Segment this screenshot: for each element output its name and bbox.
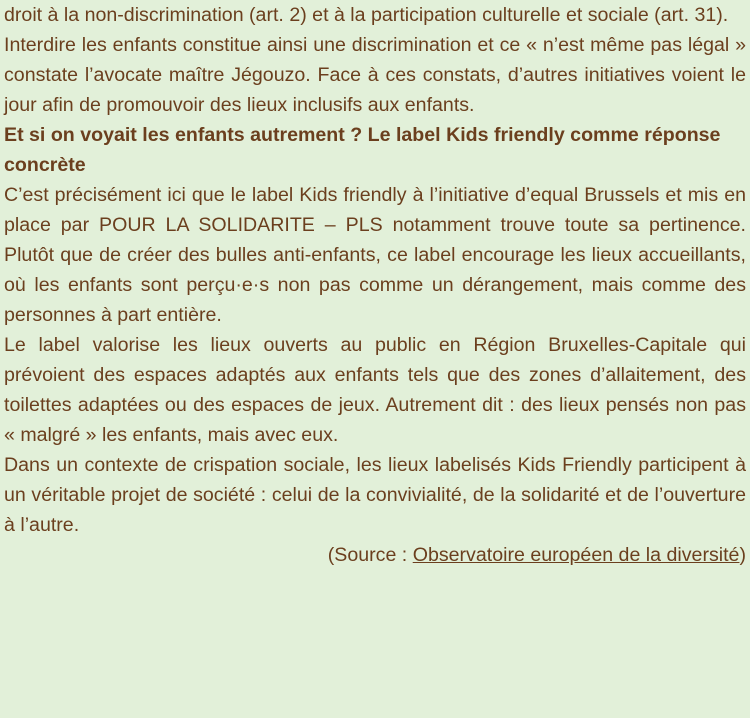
source-suffix: ): [739, 544, 746, 566]
paragraph-rights: droit à la non-discrimination (art. 2) et à la participation culturelle et sociale (art. 31).: [4, 4, 729, 26]
paragraph-discrimination: Interdire les enfants constitue ainsi une discrimination et ce « n’est même pas légal » constate l’avocate maître Jégouzo. Face à ces constats, d’autres initiatives voient le jour afin de promouvoir des lieux inclusifs aux enfants.: [4, 34, 746, 116]
source-prefix: (Source :: [327, 544, 413, 566]
paragraph-label-places: Le label valorise les lieux ouverts au public en Région Bruxelles-Capitale qui prévoient des espaces adaptés aux enfants tels que des zones d’allaitement, des toilettes adaptées ou des espaces de jeux. Autrement dit : des lieux pensés non pas « malgré » les enfants, mais avec eux.: [4, 334, 746, 446]
section-heading: Et si on voyait les enfants autrement ? Le label Kids friendly comme réponse concrète: [4, 124, 721, 176]
paragraph-conclusion: Dans un contexte de crispation sociale, les lieux labelisés Kids Friendly participent à un véritable projet de société : celui de la convivialité, de la solidarité et de l’ouverture à l’autre.: [4, 454, 746, 536]
source-line: [4, 540, 746, 570]
source-link[interactable]: Observatoire européen de la diversité: [412, 544, 740, 566]
paragraph-label-intro: C’est précisément ici que le label Kids friendly à l’initiative d’equal Brussels et mis en place par POUR LA SOLIDARITE – PLS notamment trouve toute sa pertinence. Plutôt que de créer des bulles anti-enfants, ce label encourage les lieux accueillants, où les enfants sont perçu·e·s non pas comme un dérangement, mais comme des personnes à part entière.: [4, 184, 746, 326]
